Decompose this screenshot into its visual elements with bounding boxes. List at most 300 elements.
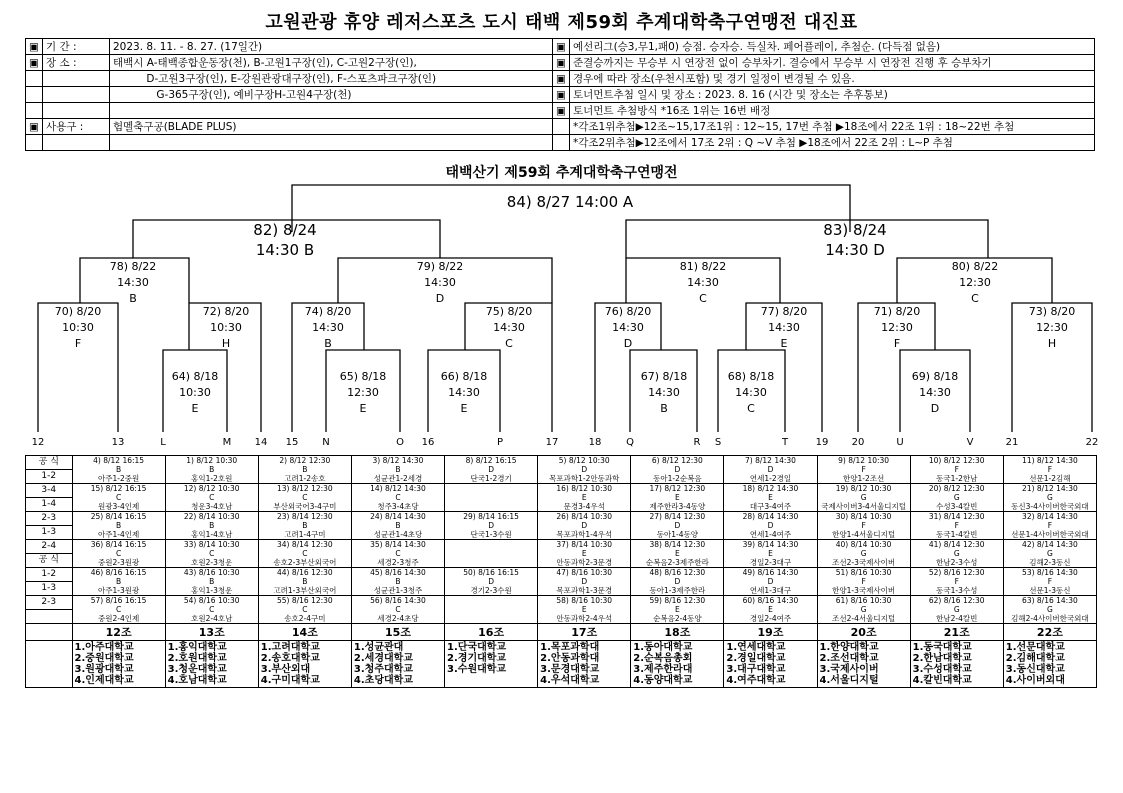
- match-cell-date: 11) 8/12 14:30: [1022, 456, 1078, 465]
- match-78-l2: 14:30: [117, 276, 149, 289]
- match-67-l3: B: [660, 402, 668, 415]
- info-r: 토너먼트추첨 일시 및 장소 : 2023. 8. 16 (시간 및 장소는 추후통보): [570, 87, 1095, 103]
- match-68-l2: 14:30: [735, 386, 767, 399]
- info-b: ▣: [26, 55, 43, 71]
- match-cell-venue: F: [861, 577, 866, 586]
- match-cell: [817, 568, 910, 596]
- match-cell-venue: G: [860, 605, 867, 614]
- match-cell-teams: 선문1-3동신: [1029, 586, 1071, 595]
- match-cell: [910, 596, 1003, 624]
- group-team-list: [631, 641, 724, 688]
- match-cell: [910, 540, 1003, 568]
- match-cell-teams: 조선2-4서울디지털: [832, 614, 896, 623]
- match-cell-venue: B: [209, 577, 215, 586]
- match-cell: [724, 456, 817, 484]
- group-label: 19조: [724, 624, 817, 641]
- match-cell-venue: F: [861, 521, 866, 530]
- team-name: [447, 675, 535, 686]
- match-70-l3: F: [74, 337, 82, 350]
- match-66: [419, 369, 509, 417]
- match-cell: [165, 456, 258, 484]
- match-cell-venue: F: [1047, 465, 1053, 474]
- info-b2: ▣: [553, 87, 570, 103]
- match-70-l2: 10:30: [62, 321, 94, 334]
- match-cell-date: 14) 8/12 14:30: [370, 484, 426, 493]
- match-cell-teams: 안동과학2-3문경: [556, 558, 613, 567]
- match-cell-teams: 한남2-4칼빈: [936, 614, 978, 623]
- match-cell-date: 47) 8/16 10:30: [556, 568, 613, 577]
- match-cell-teams: 동아1-4동양: [656, 530, 698, 539]
- match-80: [930, 259, 1020, 307]
- match-cell-teams: 원광3-4인제: [97, 502, 140, 511]
- match-cell-date: 15) 8/12 16:15: [90, 484, 147, 493]
- match-cell-date: 38) 8/14 12:30: [649, 540, 706, 549]
- match-cell-teams: 한양1-3국제사이버: [832, 586, 896, 595]
- match-78-l3: B: [129, 292, 137, 305]
- match-cell-date: 51) 8/16 10:30: [835, 568, 892, 577]
- match-cell: [1003, 596, 1096, 624]
- match-66-l3: E: [460, 402, 468, 415]
- match-cell: [910, 484, 1003, 512]
- team-name: 1.목포과학대: [540, 642, 600, 653]
- schedule-table: [25, 455, 1097, 688]
- match-83-time: 14:30 D: [825, 241, 885, 259]
- match-cell-venue: B: [302, 465, 308, 474]
- bracket-slot: 14: [254, 437, 268, 448]
- match-cell-date: 7) 8/12 14:30: [745, 456, 796, 465]
- match-73-l2: 12:30: [1036, 321, 1068, 334]
- match-cell-date: 2) 8/12 12:30: [279, 456, 331, 465]
- match-64: [150, 369, 240, 417]
- match-cell-teams: 김해2-3동신: [1029, 558, 1071, 567]
- match-75-l1: 75) 8/20: [485, 305, 533, 318]
- group-label: 17조: [538, 624, 631, 641]
- bracket-slot: 12: [31, 437, 45, 448]
- match-cell-venue: D: [488, 465, 494, 474]
- match-cell-venue: G: [953, 549, 960, 558]
- group-team-list: [1003, 641, 1096, 688]
- match-cell-venue: C: [115, 605, 122, 614]
- schedule-row: [26, 484, 1097, 498]
- match-cell-venue: C: [302, 605, 308, 614]
- match-68-l1: 68) 8/18: [727, 370, 775, 383]
- team-name: 2.경기대학교: [447, 653, 507, 664]
- group-label: 15조: [351, 624, 444, 641]
- info-b2: ▣: [553, 71, 570, 87]
- match-cell-date: 19) 8/12 10:30: [835, 484, 892, 493]
- match-cell-date: 31) 8/14 12:30: [928, 512, 985, 521]
- match-81: [658, 259, 748, 307]
- match-cell-date: 26) 8/14 10:30: [556, 512, 613, 521]
- team-name: 3.수성대학교: [912, 664, 972, 675]
- match-79-l3: D: [435, 292, 445, 305]
- match-cell-date: 40) 8/14 10:30: [835, 540, 892, 549]
- bracket-slot: O: [396, 437, 404, 448]
- match-71-l1: 71) 8/20: [873, 305, 921, 318]
- match-71-l3: F: [893, 337, 901, 350]
- match-77-l1: 77) 8/20: [760, 305, 808, 318]
- match-81-l1: 81) 8/22: [679, 260, 727, 273]
- bracket-slot: 16: [421, 437, 435, 448]
- match-cell-teams: 순복음2-4동양: [653, 614, 702, 623]
- match-cell-teams: 경기2-3수원: [470, 586, 512, 595]
- bracket-slot: 18: [588, 437, 602, 448]
- match-cell-date: 16) 8/12 10:30: [556, 484, 613, 493]
- info-r: 경우에 따라 장소(우천시포함) 및 경기 일정이 변경될 수 있음.: [570, 71, 1095, 87]
- match-cell-teams: 호원2-3청운: [191, 558, 233, 567]
- match-cell-date: 61) 8/16 10:30: [835, 596, 892, 605]
- match-cell-venue: E: [768, 605, 773, 614]
- match-cell-venue: D: [581, 521, 588, 530]
- round-label: 1-2: [26, 470, 73, 484]
- match-80-l2: 12:30: [959, 276, 991, 289]
- match-84-info: 84) 8/27 14:00 A: [506, 193, 634, 211]
- match-79-l2: 14:30: [424, 276, 456, 289]
- team-name: 2.경일대학교: [726, 653, 786, 664]
- info-k: 기 간 :: [43, 39, 110, 55]
- match-cell: [165, 484, 258, 512]
- match-72: [181, 304, 271, 352]
- team-name: 3.청주대학교: [353, 664, 413, 675]
- group-team-list: [817, 641, 910, 688]
- match-cell: [538, 456, 631, 484]
- match-cell-teams: 한양1-4서울디지털: [832, 530, 896, 539]
- match-cell-date: 34) 8/14 12:30: [277, 540, 333, 549]
- team-name: 3.제주한라대: [633, 664, 693, 675]
- match-cell-venue: E: [674, 605, 680, 614]
- team-name: 1.홍익대학교: [167, 642, 227, 653]
- match-77-l2: 14:30: [768, 321, 800, 334]
- match-cell: [631, 540, 724, 568]
- match-cell-date: 28) 8/14 14:30: [742, 512, 799, 521]
- match-cell-venue: E: [581, 549, 587, 558]
- round-label: 1-2: [26, 568, 73, 582]
- match-cell-venue: D: [581, 465, 588, 474]
- match-cell: [258, 456, 351, 484]
- match-cell-venue: E: [674, 549, 680, 558]
- match-72-l1: 72) 8/20: [202, 305, 250, 318]
- info-v: 험멜축구공(BLADE PLUS): [110, 119, 553, 135]
- match-73: [1007, 304, 1097, 352]
- match-cell-date: 12) 8/12 10:30: [183, 484, 240, 493]
- match-67-l2: 14:30: [648, 386, 680, 399]
- match-cell: [445, 596, 538, 624]
- match-82-time: 14:30 B: [255, 241, 315, 259]
- match-cell-teams: 동아1-2순복음: [653, 474, 702, 483]
- match-cell: [1003, 568, 1096, 596]
- match-cell-date: 8) 8/12 16:15: [465, 456, 517, 465]
- round-label: 2-3: [26, 512, 73, 526]
- match-cell: [538, 568, 631, 596]
- match-cell: [165, 540, 258, 568]
- team-name: 2.호원대학교: [167, 653, 227, 664]
- schedule-row: [26, 540, 1097, 554]
- match-67: [619, 369, 709, 417]
- round-label: 1-3: [26, 526, 73, 540]
- match-cell-teams: 고려1-3부산외국어: [273, 586, 337, 595]
- match-75-l2: 14:30: [493, 321, 525, 334]
- match-cell-date: 41) 8/14 12:30: [928, 540, 985, 549]
- match-cell-venue: F: [1047, 521, 1053, 530]
- match-cell: [1003, 540, 1096, 568]
- team-name: 2.세경대학교: [353, 653, 413, 664]
- match-81-l3: C: [699, 292, 707, 305]
- match-81-l2: 14:30: [687, 276, 719, 289]
- match-cell: [817, 596, 910, 624]
- bracket-slot: L: [160, 437, 166, 448]
- team-name: 4.사이버외대: [1005, 675, 1065, 686]
- match-cell-date: 45) 8/16 14:30: [370, 568, 426, 577]
- match-69-l1: 69) 8/18: [911, 370, 959, 383]
- match-cell: [445, 568, 538, 596]
- match-cell-date: 48) 8/16 12:30: [649, 568, 706, 577]
- match-cell-venue: B: [209, 521, 215, 530]
- schedule-row: [26, 456, 1097, 470]
- match-cell-date: 62) 8/16 12:30: [928, 596, 985, 605]
- bracket-slot: 17: [545, 437, 559, 448]
- info-b: ▣: [26, 39, 43, 55]
- match-cell-date: 24) 8/14 14:30: [370, 512, 426, 521]
- team-name: 3.문경대학교: [540, 664, 600, 675]
- match-cell-date: 25) 8/14 16:15: [90, 512, 147, 521]
- match-80-l1: 80) 8/22: [951, 260, 999, 273]
- match-cell: [724, 540, 817, 568]
- team-name: 3.원광대학교: [74, 664, 134, 675]
- group-label: 21조: [910, 624, 1003, 641]
- match-69-l3: D: [930, 402, 940, 415]
- match-cell: [72, 540, 165, 568]
- match-cell-venue: F: [954, 521, 959, 530]
- match-cell-venue: E: [581, 605, 587, 614]
- match-72-l2: 10:30: [210, 321, 242, 334]
- match-cell-teams: 세경2-3청주: [377, 558, 419, 567]
- match-cell-teams: 홍익1-2호원: [191, 474, 233, 483]
- info-v: D-고원3구장(인), E-강원관광대구장(인), F-스포츠파크구장(인): [110, 71, 553, 87]
- match-69: [890, 369, 980, 417]
- match-cell-teams: 한양1-2조선: [842, 474, 885, 483]
- match-cell-venue: B: [116, 577, 122, 586]
- match-cell-teams: 대구3-4여주: [749, 502, 792, 511]
- team-name: 1.선문대학교: [1005, 642, 1065, 653]
- match-cell-teams: 고려1-4구미: [284, 530, 326, 539]
- info-v: G-365구장(인), 예비구장H-고원4구장(천): [110, 87, 553, 103]
- match-cell-venue: C: [302, 493, 308, 502]
- team-name: 4.여주대학교: [726, 675, 786, 686]
- match-cell-venue: C: [395, 493, 401, 502]
- match-cell: [817, 456, 910, 484]
- match-cell: [445, 456, 538, 484]
- team-name: 2.한남대학교: [912, 653, 972, 664]
- match-79: [395, 259, 485, 307]
- bracket-slot: V: [966, 437, 974, 448]
- match-cell: [72, 596, 165, 624]
- match-cell-venue: G: [953, 493, 960, 502]
- match-cell-venue: D: [581, 577, 588, 586]
- match-cell-date: 63) 8/16 14:30: [1022, 596, 1078, 605]
- info-v: 2023. 8. 11. - 8. 27. (17일간): [110, 39, 553, 55]
- match-cell-teams: 아주1-3원광: [97, 586, 140, 595]
- match-70: [33, 304, 123, 352]
- match-78-l1: 78) 8/22: [109, 260, 157, 273]
- match-cell-date: 50) 8/16 16:15: [463, 568, 519, 577]
- match-cell-date: 42) 8/14 14:30: [1022, 540, 1078, 549]
- team-name: 1.아주대학교: [74, 642, 134, 653]
- match-cell-venue: C: [115, 493, 122, 502]
- match-cell: [165, 512, 258, 540]
- match-cell-teams: 목포과학1-4우석: [556, 530, 613, 539]
- match-cell-venue: B: [395, 465, 401, 474]
- match-66-l1: 66) 8/18: [440, 370, 488, 383]
- match-cell: [631, 456, 724, 484]
- match-74: [283, 304, 373, 352]
- match-65-l3: E: [359, 402, 367, 415]
- match-cell-teams: 세경2-4초당: [377, 614, 419, 623]
- match-cell-date: 21) 8/12 14:30: [1022, 484, 1078, 493]
- match-cell-date: 57) 8/16 16:15: [90, 596, 147, 605]
- team-name: 1.동아대학교: [633, 642, 693, 653]
- match-cell-venue: B: [209, 465, 215, 474]
- match-cell-teams: 동국1-2한남: [936, 474, 978, 483]
- match-cell-date: 54) 8/16 10:30: [183, 596, 240, 605]
- match-cell-teams: 동신3-4사이버한국외대: [1011, 502, 1089, 511]
- team-name: 4.구미대학교: [260, 675, 320, 686]
- match-76: [583, 304, 673, 352]
- group-team-list: [445, 641, 538, 688]
- match-cell-teams: 동아1-3제주한라: [649, 586, 706, 595]
- match-cell-date: 53) 8/16 14:30: [1022, 568, 1078, 577]
- match-74-l1: 74) 8/20: [304, 305, 352, 318]
- group-label: 13조: [165, 624, 258, 641]
- match-cell: [1003, 456, 1096, 484]
- team-name: 4.서울디지털: [819, 675, 879, 686]
- match-cell-teams: 부산외국어3-4구미: [273, 502, 337, 511]
- match-cell-teams: 아주1-2중원: [97, 474, 140, 483]
- info-b2: ▣: [553, 55, 570, 71]
- match-77: [739, 304, 829, 352]
- match-cell-date: 22) 8/14 10:30: [183, 512, 240, 521]
- match-cell-venue: D: [674, 577, 681, 586]
- match-cell: [538, 596, 631, 624]
- match-cell-teams: 김해2-4사이버한국외대: [1011, 614, 1089, 623]
- round-label: 1-4: [26, 498, 73, 512]
- match-cell-teams: 목포과학1-3문경: [556, 586, 613, 595]
- info-r: *각조1위추첨▶12조~15,17조1위 : 12~15, 17번 추첨 ▶18조에서 22조 1위 : 18~22번 추첨: [570, 119, 1095, 135]
- match-71: [852, 304, 942, 352]
- match-cell-teams: 선문1-4사이버한국외대: [1011, 530, 1089, 539]
- match-cell-teams: 수성3-4칼빈: [936, 502, 978, 511]
- match-84: [420, 192, 720, 212]
- match-cell-teams: 연세1-2경일: [749, 474, 792, 483]
- match-cell-teams: 청운3-4호남: [191, 502, 233, 511]
- bracket-slot: R: [693, 437, 701, 448]
- match-cell: [538, 540, 631, 568]
- empty-cell: [26, 624, 73, 641]
- match-73-l1: 73) 8/20: [1028, 305, 1076, 318]
- bracket-slot: T: [781, 437, 789, 448]
- match-cell-venue: D: [674, 521, 681, 530]
- match-73-l3: H: [1047, 337, 1057, 350]
- match-cell-venue: C: [209, 493, 215, 502]
- match-cell-teams: 한남2-3수성: [936, 558, 978, 567]
- match-cell-date: 46) 8/16 16:15: [90, 568, 147, 577]
- match-cell-venue: C: [395, 549, 401, 558]
- team-name: 2.김해대학교: [1005, 653, 1065, 664]
- match-70-l1: 70) 8/20: [54, 305, 102, 318]
- match-cell: [72, 568, 165, 596]
- bracket-slot: 20: [851, 437, 865, 448]
- match-cell-teams: 국제사이버3-4서울디지털: [821, 502, 906, 511]
- match-cell-date: 58) 8/16 10:30: [556, 596, 613, 605]
- match-69-l2: 14:30: [919, 386, 951, 399]
- match-cell-venue: B: [116, 521, 122, 530]
- bracket-slot: 15: [285, 437, 299, 448]
- match-71-l2: 12:30: [881, 321, 913, 334]
- round-label: 공 식: [26, 456, 73, 470]
- info-r: 준결승까지는 무승부 시 연장전 없이 승부차기. 결승에서 무승부 시 연장전 진행 후 승부차기: [570, 55, 1095, 71]
- team-name: 4.칼빈대학교: [912, 675, 972, 686]
- match-cell-venue: B: [395, 577, 401, 586]
- match-cell: [165, 568, 258, 596]
- match-cell: [72, 484, 165, 512]
- match-cell-teams: 송호2-4구미: [284, 614, 326, 623]
- team-name: 4.호남대학교: [167, 675, 227, 686]
- team-name: 4.동양대학교: [633, 675, 693, 686]
- match-cell-teams: 아주1-4인제: [97, 530, 140, 539]
- match-65-l2: 12:30: [347, 386, 379, 399]
- match-cell-date: 23) 8/14 12:30: [277, 512, 333, 521]
- match-cell-venue: C: [209, 605, 215, 614]
- match-64-l2: 10:30: [179, 386, 211, 399]
- match-cell-teams: 경일2-4여주: [749, 614, 792, 623]
- match-75: [464, 304, 554, 352]
- match-cell: [910, 512, 1003, 540]
- group-label: 16조: [445, 624, 538, 641]
- info-r: *각조2위추첨▶12조에서 17조 2위 : Q ~V 추첨 ▶18조에서 22조 2위 : L~P 추첨: [570, 135, 1095, 151]
- bracket-slot: Q: [626, 437, 634, 448]
- team-name: 1.성균관대: [353, 642, 404, 653]
- match-cell-venue: G: [860, 549, 867, 558]
- match-cell-venue: F: [954, 577, 959, 586]
- match-76-l3: D: [623, 337, 633, 350]
- bracket-slot: M: [222, 437, 232, 448]
- schedule-row: [26, 568, 1097, 582]
- match-cell-teams: 조선2-3국제사이버: [832, 558, 896, 567]
- schedule-row: [26, 596, 1097, 610]
- match-cell: [631, 484, 724, 512]
- match-cell-date: 35) 8/14 14:30: [370, 540, 426, 549]
- group-label: 18조: [631, 624, 724, 641]
- group-teams-row: [26, 641, 1097, 688]
- match-cell-venue: G: [953, 605, 960, 614]
- group-label: 12조: [72, 624, 165, 641]
- match-cell: [724, 596, 817, 624]
- match-cell: [910, 568, 1003, 596]
- match-cell-teams: 중원2-3원광: [97, 558, 140, 567]
- match-cell-venue: C: [302, 549, 308, 558]
- group-label: 20조: [817, 624, 910, 641]
- match-cell-teams: 성균관1-4초당: [373, 530, 423, 539]
- match-cell: [724, 512, 817, 540]
- match-cell: [910, 456, 1003, 484]
- round-label: 공 식: [26, 554, 73, 568]
- match-76-l1: 76) 8/20: [604, 305, 652, 318]
- match-82-date: 82) 8/24: [253, 221, 317, 239]
- team-name: 3.국제사이버: [819, 664, 879, 675]
- match-cell-venue: B: [116, 465, 122, 474]
- match-cell: [724, 484, 817, 512]
- match-cell-venue: G: [1046, 605, 1053, 614]
- info-k: 장 소 :: [43, 55, 110, 71]
